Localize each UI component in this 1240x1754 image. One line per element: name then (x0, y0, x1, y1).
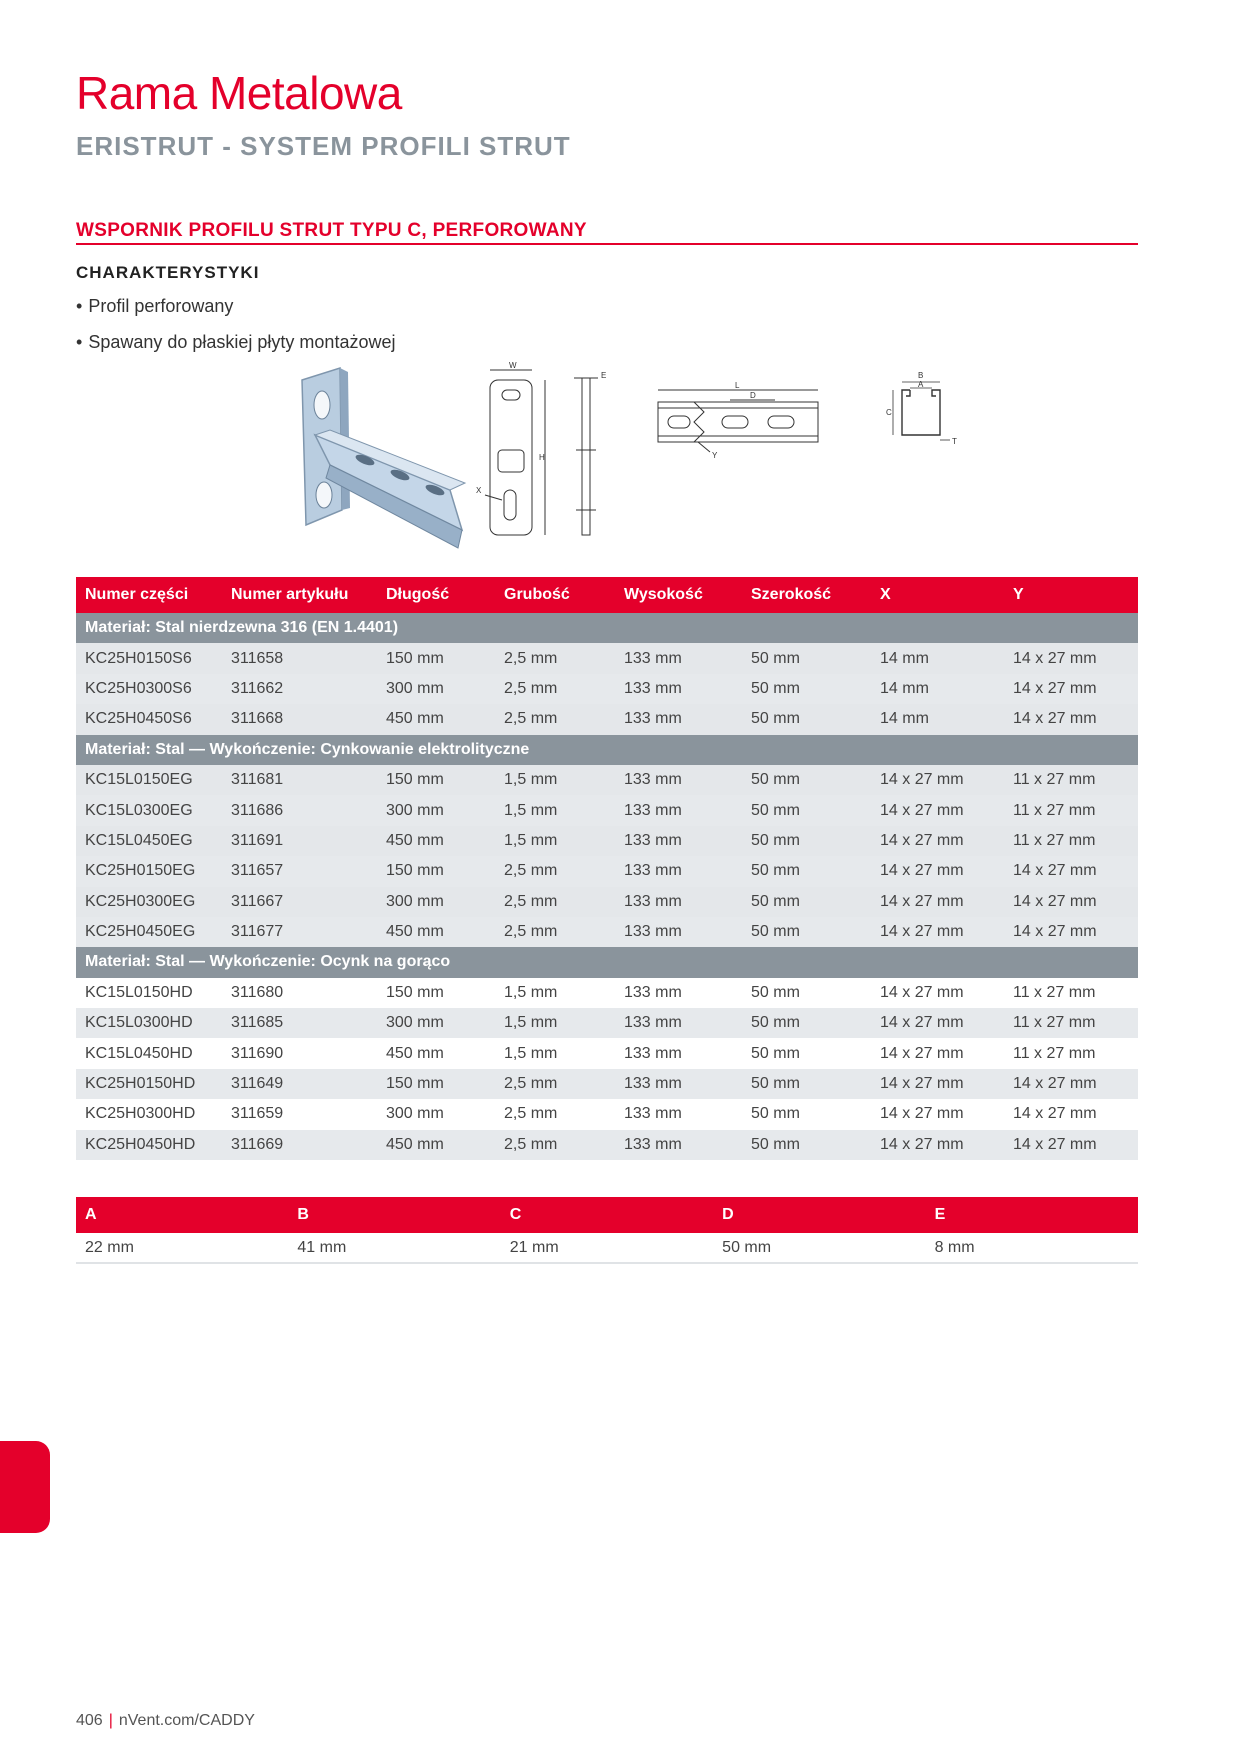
product-drawings (290, 360, 1110, 550)
table-cell: KC15L0150HD (76, 978, 222, 1008)
table-cell: 1,5 mm (495, 978, 615, 1008)
table-cell: 133 mm (615, 1130, 742, 1160)
bullet-text: Profil perforowany (88, 296, 234, 316)
table-cell: 21 mm (501, 1233, 713, 1263)
dim-label-b: B (918, 371, 924, 380)
table-cell: 1,5 mm (495, 765, 615, 795)
strut-section-drawing (893, 382, 950, 440)
table-cell: 50 mm (742, 856, 871, 886)
table-cell: KC15L0450HD (76, 1038, 222, 1068)
col-header: Numer artykułu (222, 577, 377, 613)
table-cell: 2,5 mm (495, 1069, 615, 1099)
table-cell: 450 mm (377, 1130, 495, 1160)
plate-front-drawing (485, 370, 545, 535)
table-cell: 50 mm (742, 674, 871, 704)
table-cell: 11 x 27 mm (1004, 826, 1138, 856)
table-cell: 14 mm (871, 643, 1004, 673)
table-cell: 150 mm (377, 1069, 495, 1099)
table-row (76, 674, 1138, 704)
table-cell: 311690 (222, 1038, 377, 1068)
table-cell: 14 x 27 mm (871, 1099, 1004, 1129)
table-row (76, 765, 1138, 795)
table-cell: 450 mm (377, 1038, 495, 1068)
col-header: Grubość (495, 577, 615, 613)
table-cell: 150 mm (377, 765, 495, 795)
table-cell: 311669 (222, 1130, 377, 1160)
table-cell: 50 mm (742, 1069, 871, 1099)
table-cell: 133 mm (615, 1099, 742, 1129)
table-cell: 11 x 27 mm (1004, 1038, 1138, 1068)
table-cell: 14 x 27 mm (871, 978, 1004, 1008)
material-group-label: Materiał: Stal — Wykończenie: Cynkowanie elektrolityczne (76, 735, 1138, 765)
table-cell: 311686 (222, 795, 377, 825)
table-cell: 311680 (222, 978, 377, 1008)
col-header: E (926, 1197, 1138, 1233)
table-cell: 14 x 27 mm (871, 1008, 1004, 1038)
dim-label-d: D (750, 391, 756, 400)
col-header: Szerokość (742, 577, 871, 613)
table-cell: 150 mm (377, 978, 495, 1008)
material-group-row (76, 735, 1138, 765)
table-cell: 133 mm (615, 978, 742, 1008)
table-cell: 311677 (222, 917, 377, 947)
dimensions-header (76, 1197, 1138, 1233)
bullet-item: • Spawany do płaskiej płyty montażowej (76, 332, 396, 352)
table-cell: 133 mm (615, 887, 742, 917)
table-cell: 14 mm (871, 704, 1004, 734)
bullet-item: • Profil perforowany (76, 296, 234, 316)
col-header: Długość (377, 577, 495, 613)
table-cell: 133 mm (615, 1008, 742, 1038)
dim-label-y: Y (712, 451, 718, 460)
table-cell: 14 x 27 mm (1004, 643, 1138, 673)
plate-side-drawing (574, 378, 598, 535)
table-cell: KC15L0150EG (76, 765, 222, 795)
page-footer (76, 1712, 255, 1730)
table-cell: 14 x 27 mm (871, 917, 1004, 947)
table-cell: 300 mm (377, 674, 495, 704)
table-cell: 14 x 27 mm (871, 856, 1004, 886)
table-row (76, 704, 1138, 734)
table-cell: KC25H0300HD (76, 1099, 222, 1129)
table-cell: 450 mm (377, 917, 495, 947)
page-title: Rama Metalowa (76, 67, 402, 119)
table-cell: KC25H0300S6 (76, 674, 222, 704)
table-cell: 311659 (222, 1099, 377, 1129)
dim-label-e: E (601, 371, 607, 380)
table-row (76, 917, 1138, 947)
bracket-product-image (302, 368, 465, 548)
table-cell: 50 mm (742, 704, 871, 734)
table-row (76, 1069, 1138, 1099)
material-group-row (76, 613, 1138, 643)
table-cell: 311685 (222, 1008, 377, 1038)
material-group-row (76, 947, 1138, 977)
table-cell: 2,5 mm (495, 674, 615, 704)
table-cell: 50 mm (742, 887, 871, 917)
dim-label-w: W (509, 361, 517, 370)
characteristics-heading: CHARAKTERYSTYKI (76, 263, 260, 282)
table-cell: 1,5 mm (495, 826, 615, 856)
col-header: B (288, 1197, 500, 1233)
table-cell: 133 mm (615, 1038, 742, 1068)
table-cell: 133 mm (615, 795, 742, 825)
table-row (76, 1038, 1138, 1068)
table-row (76, 643, 1138, 673)
bullet-text: Spawany do płaskiej płyty montażowej (88, 332, 396, 352)
table-cell: 14 x 27 mm (871, 1069, 1004, 1099)
table-cell: 450 mm (377, 704, 495, 734)
dim-label-x: X (476, 486, 482, 495)
table-cell: 41 mm (288, 1233, 500, 1263)
table-row (76, 1130, 1138, 1160)
table-cell: 2,5 mm (495, 704, 615, 734)
table-cell: 133 mm (615, 765, 742, 795)
table-cell: 14 x 27 mm (871, 826, 1004, 856)
table-cell: 1,5 mm (495, 795, 615, 825)
table-cell: 14 x 27 mm (871, 795, 1004, 825)
table-cell: 14 x 27 mm (871, 1038, 1004, 1068)
dimensions-table (76, 1197, 1138, 1264)
table-cell: KC25H0450HD (76, 1130, 222, 1160)
table-cell: 50 mm (742, 826, 871, 856)
table-cell: 311681 (222, 765, 377, 795)
page-subtitle: ERISTRUT - SYSTEM PROFILI STRUT (76, 131, 571, 161)
table-cell: 50 mm (742, 917, 871, 947)
table-cell: KC15L0300HD (76, 1008, 222, 1038)
table-row (76, 856, 1138, 886)
col-header: Numer części (76, 577, 222, 613)
table-cell: 311691 (222, 826, 377, 856)
table-cell: 50 mm (742, 1099, 871, 1129)
section-title: WSPORNIK PROFILU STRUT TYPU C, PERFOROWANY (76, 220, 587, 241)
table-cell: KC25H0150HD (76, 1069, 222, 1099)
material-group-label: Materiał: Stal — Wykończenie: Ocynk na gorąco (76, 947, 1138, 977)
table-cell: KC25H0150EG (76, 856, 222, 886)
table-row (76, 1099, 1138, 1129)
table-cell: 50 mm (742, 765, 871, 795)
table-cell: 133 mm (615, 917, 742, 947)
table-cell: 11 x 27 mm (1004, 1008, 1138, 1038)
table-cell: 2,5 mm (495, 643, 615, 673)
table-cell: 311658 (222, 643, 377, 673)
table-row (76, 1008, 1138, 1038)
table-cell: 14 x 27 mm (1004, 1099, 1138, 1129)
table-cell: 2,5 mm (495, 1099, 615, 1129)
table-cell: 1,5 mm (495, 1008, 615, 1038)
section-divider (76, 243, 1138, 245)
col-header: D (713, 1197, 925, 1233)
table-cell: 2,5 mm (495, 887, 615, 917)
table-cell: KC25H0150S6 (76, 643, 222, 673)
table-cell: 11 x 27 mm (1004, 978, 1138, 1008)
table-cell: 133 mm (615, 1069, 742, 1099)
spec-table (76, 577, 1138, 1160)
table-cell: 22 mm (76, 1233, 288, 1263)
table-cell: 50 mm (742, 1038, 871, 1068)
table-cell: 50 mm (742, 795, 871, 825)
table-cell: 311667 (222, 887, 377, 917)
table-cell: 11 x 27 mm (1004, 765, 1138, 795)
table-cell: 14 mm (871, 674, 1004, 704)
chapter-tab (0, 1441, 50, 1533)
table-cell: KC25H0300EG (76, 887, 222, 917)
table-cell: 50 mm (742, 643, 871, 673)
table-cell: 133 mm (615, 704, 742, 734)
table-cell: 150 mm (377, 856, 495, 886)
table-cell: 300 mm (377, 1008, 495, 1038)
table-cell: 2,5 mm (495, 856, 615, 886)
dim-label-a: A (918, 380, 924, 389)
table-cell: 14 x 27 mm (1004, 704, 1138, 734)
table-cell: 14 x 27 mm (871, 1130, 1004, 1160)
dim-label-c: C (886, 408, 892, 417)
col-header: Wysokość (615, 577, 742, 613)
table-cell: 11 x 27 mm (1004, 795, 1138, 825)
table-row (76, 978, 1138, 1008)
col-header: C (501, 1197, 713, 1233)
strut-side-drawing (658, 390, 818, 452)
dim-label-h: H (539, 453, 545, 462)
dim-label-t: T (952, 437, 957, 446)
table-cell: 300 mm (377, 887, 495, 917)
table-cell: 50 mm (713, 1233, 925, 1263)
table-cell: 14 x 27 mm (871, 887, 1004, 917)
table-cell: 311668 (222, 704, 377, 734)
table-cell: 50 mm (742, 1130, 871, 1160)
table-row (76, 887, 1138, 917)
table-cell: 14 x 27 mm (1004, 856, 1138, 886)
spec-table-body (76, 613, 1138, 1160)
col-header: X (871, 577, 1004, 613)
table-cell: 2,5 mm (495, 917, 615, 947)
table-row (76, 826, 1138, 856)
material-group-label: Materiał: Stal nierdzewna 316 (EN 1.4401) (76, 613, 1138, 643)
footer-separator: | (108, 1712, 113, 1729)
table-cell: 14 x 27 mm (1004, 674, 1138, 704)
table-row (76, 795, 1138, 825)
table-cell: 311662 (222, 674, 377, 704)
table-cell: 14 x 27 mm (1004, 1069, 1138, 1099)
table-cell: 311657 (222, 856, 377, 886)
table-cell: 300 mm (377, 795, 495, 825)
table-cell: 50 mm (742, 1008, 871, 1038)
table-cell: KC25H0450S6 (76, 704, 222, 734)
table-cell: 14 x 27 mm (1004, 887, 1138, 917)
footer-site-link[interactable]: nVent.com/CADDY (118, 1712, 255, 1729)
table-cell: 1,5 mm (495, 1038, 615, 1068)
col-header: A (76, 1197, 288, 1233)
table-cell: 133 mm (615, 674, 742, 704)
page-number: 406 (76, 1712, 103, 1729)
table-cell: KC15L0300EG (76, 795, 222, 825)
table-cell: 133 mm (615, 643, 742, 673)
table-cell: 14 x 27 mm (1004, 917, 1138, 947)
table-cell: KC25H0450EG (76, 917, 222, 947)
table-cell: 300 mm (377, 1099, 495, 1129)
table-cell: 50 mm (742, 978, 871, 1008)
table-cell: 450 mm (377, 826, 495, 856)
table-cell: 2,5 mm (495, 1130, 615, 1160)
table-cell: 8 mm (926, 1233, 1138, 1263)
table-cell: 14 x 27 mm (871, 765, 1004, 795)
dim-label-l: L (735, 381, 740, 390)
table-cell: 133 mm (615, 826, 742, 856)
table-cell: KC15L0450EG (76, 826, 222, 856)
col-header: Y (1004, 577, 1138, 613)
dimensions-row (76, 1233, 1138, 1263)
spec-table-header (76, 577, 1138, 613)
table-cell: 311649 (222, 1069, 377, 1099)
table-cell: 14 x 27 mm (1004, 1130, 1138, 1160)
table-cell: 150 mm (377, 643, 495, 673)
table-cell: 133 mm (615, 856, 742, 886)
